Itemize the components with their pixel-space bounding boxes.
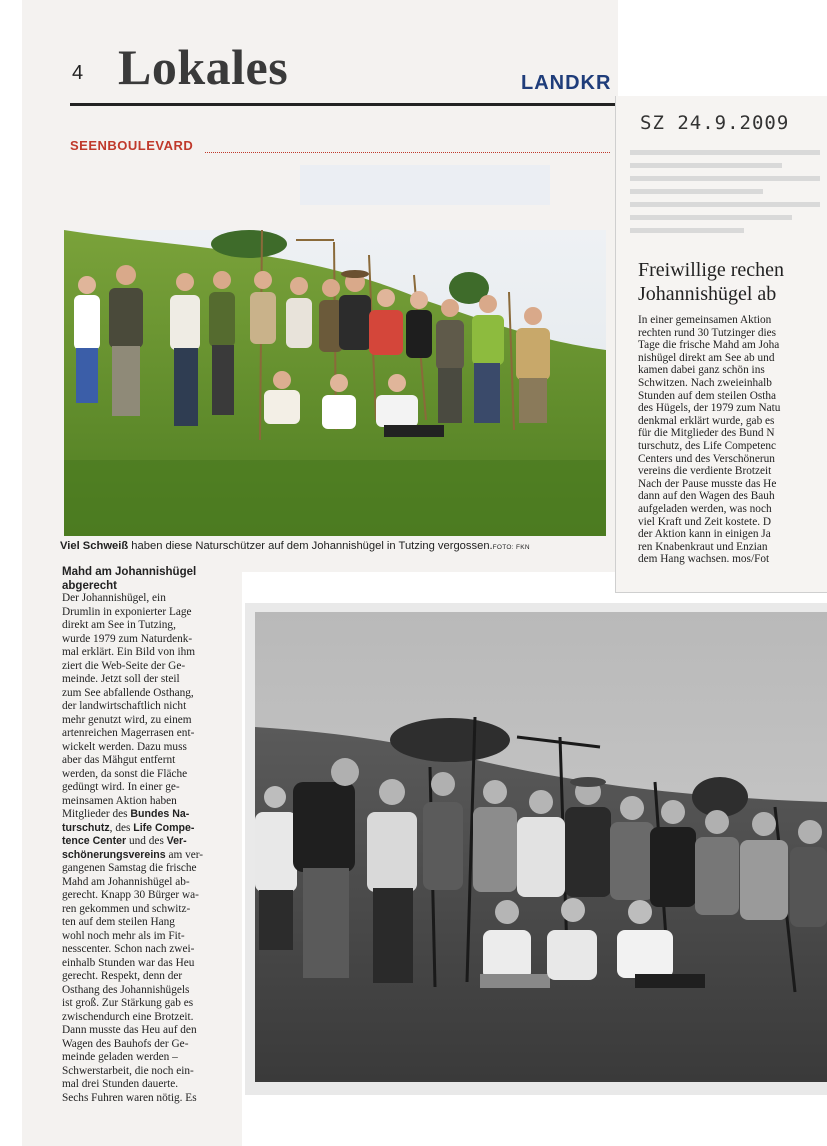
article-line: denkmal erklärt wurde, gab es — [638, 414, 775, 427]
article-line: Wagen des Bauhofs der Ge- — [62, 1037, 189, 1050]
subsection-label: SEENBOULEVARD — [70, 138, 194, 153]
article-line: dem Hang wachsen. mos/Fot — [638, 553, 770, 566]
article-line: dann auf den Wagen des Bauh — [638, 490, 775, 503]
article-line: viel Kraft und Zeit kostete. D — [638, 515, 772, 528]
article-line: vereins die verdiente Brotzeit — [638, 465, 772, 478]
group-photo-bw — [255, 612, 827, 1082]
article-line: gedüngt wird. In einer ge- — [62, 781, 180, 793]
article-line: nishügel direkt am See ab und — [638, 351, 775, 364]
article-line: des Hügels, der 1979 zum Natu — [638, 402, 781, 415]
article-line: ren gekommen und schwitz- — [62, 902, 191, 915]
print-bleed-through — [300, 165, 550, 205]
article-line: für die Mitglieder des Bund N — [638, 427, 775, 440]
article-line: direkt am See in Tutzing, — [62, 619, 176, 631]
article-line: gangenen Samstag die frische — [62, 862, 197, 874]
article-line: Nach der Pause musste das He — [638, 477, 777, 490]
article-line: aufgeladen werden, was noch — [638, 502, 772, 515]
group-photo-color — [64, 230, 606, 536]
region-label: LANDKR — [521, 72, 612, 94]
photo-credit: FOTO: FKN — [492, 544, 530, 551]
article-line: zum See abfallende Osthang, — [62, 686, 194, 699]
article-headline-sz: Freiwillige rechen Johannishügel ab — [638, 259, 785, 305]
article-headline: Mahd am Johannishügel abgerecht — [62, 566, 197, 592]
article-line: Mahd am Johannishügel ab- — [62, 875, 190, 888]
article-line: rechten rund 30 Tutzinger dies — [638, 326, 777, 339]
handwritten-source-note: SZ 24.9.2009 — [640, 112, 790, 134]
article-line: Centers und des Verschönerun — [638, 452, 775, 465]
header-rule — [70, 103, 618, 106]
article-line: Der Johannishügel, ein — [62, 592, 166, 604]
article-line: ten auf dem steilen Hang — [62, 916, 175, 928]
article-line: Tage die frische Mahd am Joha — [638, 339, 780, 352]
article-body — [62, 592, 240, 1105]
article-line: meinsamen Aktion haben — [62, 794, 177, 807]
article-line: tence Center und des Ver- — [62, 835, 187, 847]
article-line: einhalb Stunden war das Heu — [62, 956, 195, 969]
article-line: aber das Mähgut entfernt — [62, 754, 176, 766]
article-line: wickelt werden. Dazu muss — [62, 740, 187, 753]
article-line: wohl noch mehr als im Fit- — [62, 929, 185, 942]
article-line: gerecht. Respekt, denn der — [62, 970, 183, 982]
article-line: der Aktion kann in einigen Ja — [638, 528, 771, 541]
article-body-sz — [638, 314, 827, 566]
article-line: zwischendurch eine Brotzeit. — [62, 1010, 194, 1023]
article-line: mal erklärt. Ein Bild von ihm — [62, 646, 196, 658]
article-line: turschutz, des Life Compe- — [62, 821, 195, 834]
article-line: meinde. Jetzt soll der steil — [62, 673, 180, 685]
faded-print-lines — [630, 142, 820, 252]
article-line: gerecht. Knapp 30 Bürger wa- — [62, 889, 199, 901]
article-line: artenreichen Magerrasen ent- — [62, 727, 195, 739]
page-number: 4 — [72, 62, 84, 84]
article-line: mehr genutzt wird, zu einem — [62, 713, 192, 726]
article-line: Mitglieder des Bundes Na- — [62, 808, 190, 820]
article-line: Stunden auf dem steilen Ostha — [638, 389, 777, 402]
article-line: Osthang des Johannishügels — [62, 983, 190, 996]
section-title: Lokales — [118, 39, 289, 95]
dotted-divider — [205, 152, 610, 153]
article-line: Drumlin in exponierter Lage — [62, 605, 192, 618]
article-line: nesscenter. Schon nach zwei- — [62, 943, 195, 955]
article-line: turschutz, des Life Competenc — [638, 439, 777, 452]
article-line: Sechs Fuhren waren nötig. Es — [62, 1091, 197, 1104]
article-line: wurde 1979 zum Naturdenk- — [62, 632, 193, 645]
article-line: der landwirtschaftlich nicht — [62, 700, 187, 712]
article-line: Dann musste das Heu auf den — [62, 1024, 197, 1036]
article-line: ren Knabenkraut und Enzian — [638, 540, 768, 553]
article-line: In einer gemeinsamen Aktion — [638, 314, 772, 326]
article-line: mal drei Stunden dauerte. — [62, 1078, 179, 1090]
article-line: ist groß. Zur Stärkung gab es — [62, 997, 194, 1009]
article-line: Schwitzen. Nach zweieinhalb — [638, 376, 772, 389]
article-line: schönerungsvereins am ver- — [62, 848, 204, 861]
article-line: Schwerstarbeit, die noch ein- — [62, 1064, 194, 1077]
article-line: werden, da sonst die Fläche — [62, 767, 188, 780]
article-line: ziert die Web-Seite der Ge- — [62, 659, 186, 672]
photo-caption: Viel Schweiß haben diese Naturschützer auf dem Johannishügel in Tutzing vergossen.FOTO: FKN — [60, 540, 530, 552]
article-line: meinde geladen werden – — [62, 1051, 178, 1063]
article-line: kamen dabei ganz schön ins — [638, 364, 765, 377]
